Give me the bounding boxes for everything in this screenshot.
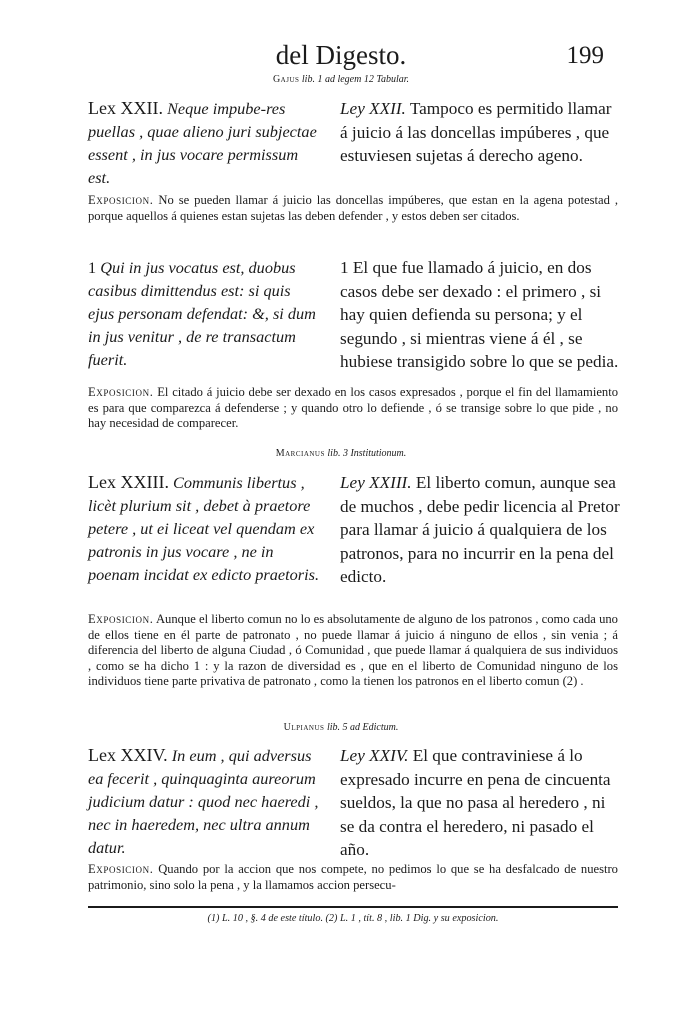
footnote-rule — [88, 906, 618, 908]
spanish-law-text: El liberto comun, aunque sea de muchos , debe pedir licencia al Pretor para llamar á juicio á qualquiera de los patronos, para no incurrir en la pena del edicto. — [340, 473, 620, 587]
exposition-paragraph — [88, 612, 618, 690]
exposition-text: El citado á juicio debe ser dexado en los casos expresados , porque el fin del llamamiento es para que comparezca á defenderse ; y quando otro lo defiende , ó se transige sobre lo que pide , no hay necesidad de comparecer. — [88, 385, 618, 430]
latin-text-block — [88, 97, 320, 189]
latin-law-text: Neque impube-res puellas , quae alieno juri subjectae essent , in jus vocare permissum est. — [88, 99, 317, 187]
source-citation — [0, 448, 682, 459]
spanish-text-block — [340, 97, 620, 168]
source-author: Ulpianus — [283, 722, 325, 733]
latin-text-block — [88, 471, 320, 586]
exposition-label: Exposicion. — [88, 193, 154, 207]
latin-text-block — [88, 256, 320, 371]
latin-law-heading: Lex XXIV. — [88, 745, 168, 765]
spanish-law-text: El que fue llamado á juicio, en dos casos debe ser dexado : el primero , si hay quien defienda su persona; y el segundo , si mientras viene á él , se hubiese transigido sobre lo que se pedia. — [340, 258, 619, 372]
running-head — [0, 40, 682, 74]
latin-law-heading: Lex XXIII. — [88, 472, 169, 492]
exposition-paragraph — [88, 862, 618, 893]
exposition-paragraph — [88, 193, 618, 224]
spanish-law-heading: Ley XXII. — [340, 99, 406, 118]
latin-text-block — [88, 744, 320, 859]
spanish-text-block — [340, 256, 620, 374]
exposition-label: Exposicion. — [88, 385, 154, 399]
spanish-law-heading: Ley XXIV. — [340, 746, 409, 765]
source-reference: lib. 5 ad Edictum. — [326, 722, 399, 733]
source-reference: lib. 1 ad legem 12 Tabular. — [301, 74, 410, 85]
source-author: Gajus — [272, 74, 300, 85]
exposition-paragraph — [88, 385, 618, 432]
spanish-text-block — [340, 471, 620, 589]
latin-law-text: Communis libertus , licèt plurium sit , debet à praetore petere , ut ei liceat vel quendam ex patronis in jus vocare , ne in poenam incidat ex edicto praetoris. — [88, 473, 320, 584]
exposition-label: Exposicion. — [88, 612, 154, 626]
source-author: Marcianus — [275, 448, 325, 459]
footnote: (1) L. 10 , §. 4 de este título. (2) L. 1 , tít. 8 , lib. 1 Dig. y su exposicion. — [207, 913, 499, 924]
paragraph-number: 1 — [340, 258, 349, 277]
latin-law-text: In eum , qui adversus ea fecerit , quinquaginta aureorum judicium datur : quod nec haeredi , nec in haeredem, nec ultra annum datur. — [88, 746, 319, 857]
source-reference: lib. 3 Institutionum. — [327, 448, 407, 459]
spanish-text-block — [340, 744, 620, 862]
exposition-text: Quando por la accion que nos compete, no pedimos lo que se ha desfalcado de nuestro patrimonio, sino solo la pena , y la llamamos accion persecu- — [88, 862, 618, 892]
exposition-text: No se pueden llamar á juicio las doncellas impúberes, que estan en la agena potestad , porque aquellos á quienes estan sujetas las deben defender , y estos deben ser citados. — [88, 193, 618, 223]
spanish-law-heading: Ley XXIII. — [340, 473, 412, 492]
latin-law-text: Qui in jus vocatus est, duobus casibus dimittendus est: si quis ejus personam defendat: &, si dum in jus venitur , de re transactum fuerit. — [88, 258, 316, 369]
page-number: 199 — [566, 42, 604, 69]
source-citation — [0, 74, 682, 85]
running-title: del Digesto. — [275, 40, 407, 70]
source-citation — [0, 722, 682, 733]
latin-law-heading: Lex XXII. — [88, 98, 163, 118]
spanish-law-text: El que contraviniese á lo expresado incurre en pena de cincuenta sueldos, la que no pasa al heredero , ni se da contra el heredero, ni pasado el año. — [340, 746, 611, 860]
paragraph-number: 1 — [88, 258, 97, 277]
exposition-text: Aunque el liberto comun no lo es absolutamente de alguno de los patronos , como cada uno de ellos tiene en él parte de patronato , no puede llamar á juicio á ninguno de ellos , sin venia ; á diferencia del liberto de alguna Ciudad , ó Comunidad , que puede llamar á qualquiera de sus individuos , como se ha dicho 1 : y la razon de diversidad es , que en el liberto de Comunidad ninguno de los individuos tiene parte privativa de patronato , como la tienen los patronos en el liberto comun (2) . — [88, 612, 618, 688]
exposition-label: Exposicion. — [88, 862, 154, 876]
spanish-law-text: Tampoco es permitido llamar á juicio á las doncellas impúberes , que estuviesen sujetas á derecho ageno. — [340, 99, 612, 166]
